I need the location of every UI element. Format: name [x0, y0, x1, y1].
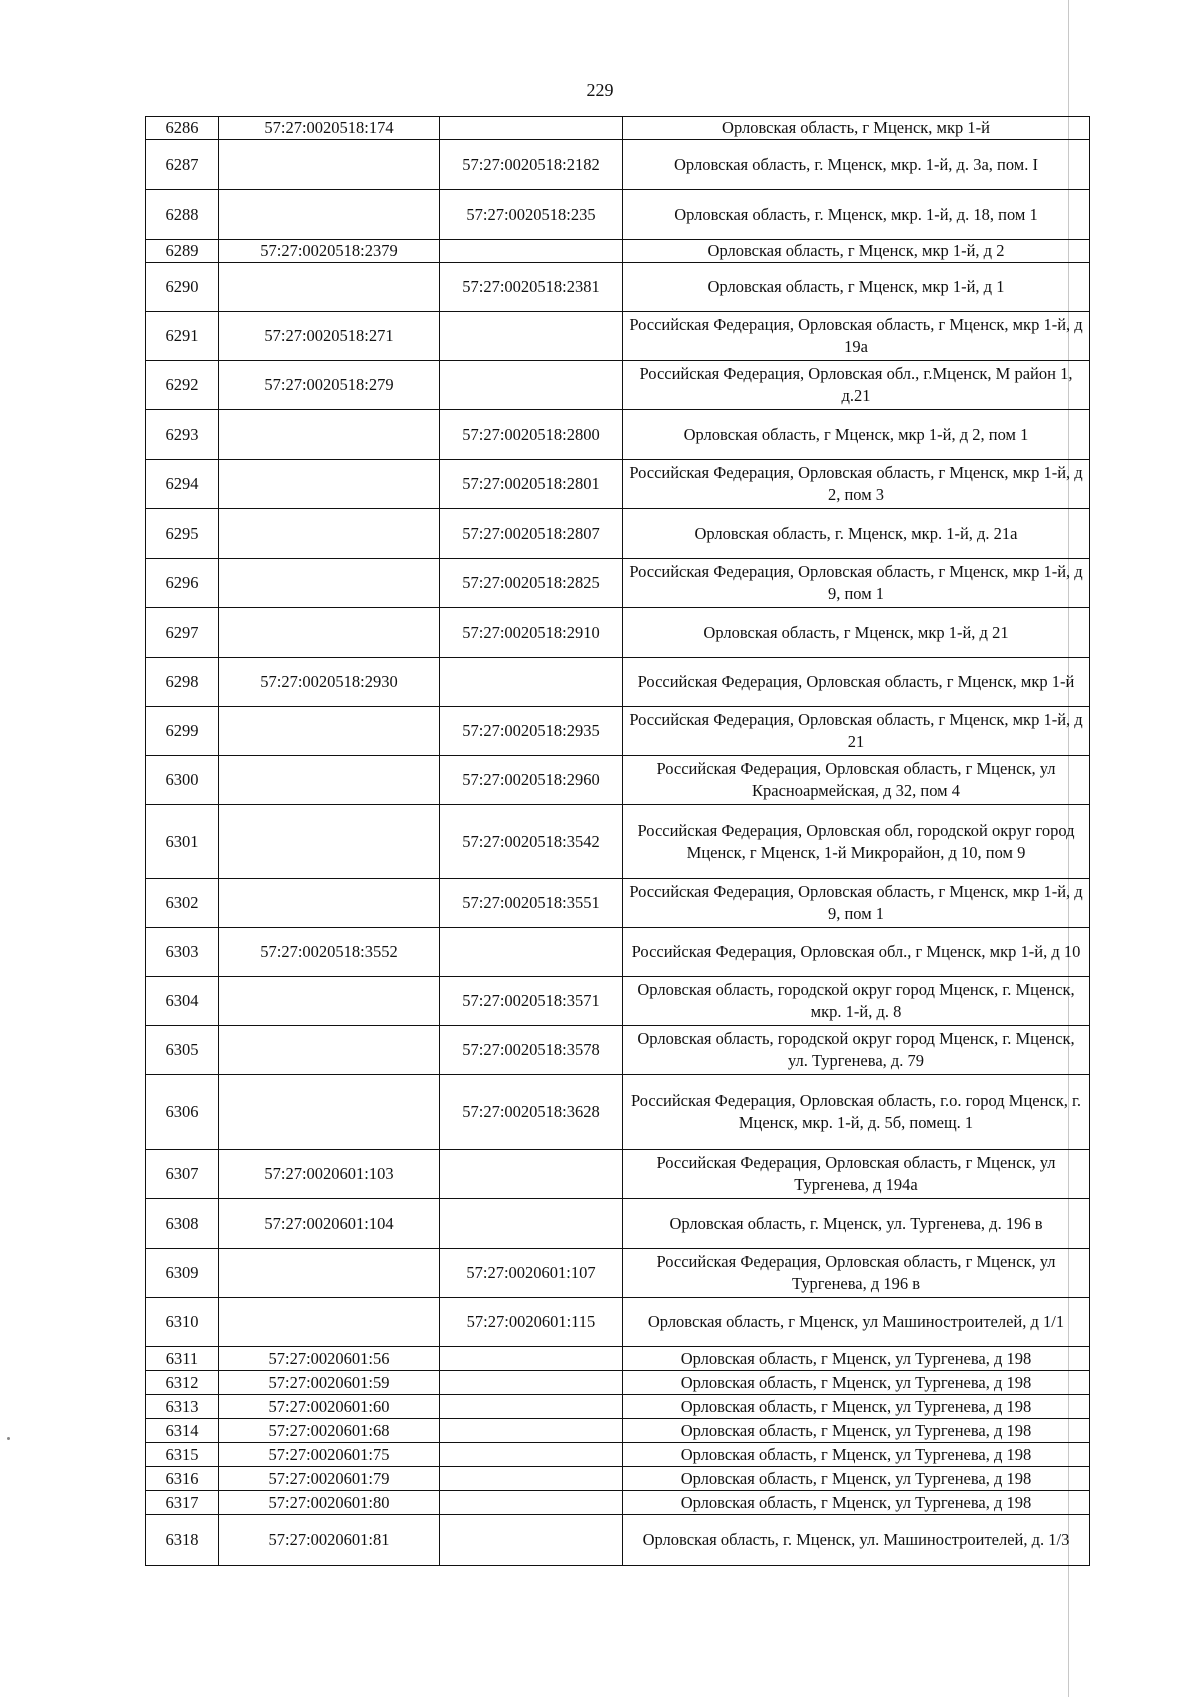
related-cadastral-number-cell — [440, 1443, 623, 1467]
cadastral-number-cell: 57:27:0020518:174 — [219, 117, 440, 140]
related-cadastral-number-cell: 57:27:0020518:3578 — [440, 1026, 623, 1075]
related-cadastral-number-cell — [440, 1371, 623, 1395]
address-cell: Российская Федерация, Орловская область, г Мценск, мкр 1-й, д 19а — [623, 312, 1090, 361]
related-cadastral-number-cell: 57:27:0020518:235 — [440, 190, 623, 240]
row-number-cell: 6308 — [146, 1199, 219, 1249]
address-cell: Российская Федерация, Орловская область, г Мценск, мкр 1-й, д 9, пом 1 — [623, 559, 1090, 608]
table-row — [146, 140, 1090, 190]
address-cell: Орловская область, г. Мценск, мкр. 1-й, д. 3а, пом. I — [623, 140, 1090, 190]
row-number-cell: 6303 — [146, 928, 219, 977]
related-cadastral-number-cell — [440, 1467, 623, 1491]
address-cell: Орловская область, г Мценск, мкр 1-й, д 2, пом 1 — [623, 410, 1090, 460]
row-number-cell: 6298 — [146, 658, 219, 707]
cadastral-number-cell — [219, 559, 440, 608]
address-cell: Российская Федерация, Орловская обл., г.Мценск, М район 1, д.21 — [623, 361, 1090, 410]
table-row — [146, 1026, 1090, 1075]
table-row — [146, 559, 1090, 608]
row-number-cell: 6295 — [146, 509, 219, 559]
table-row — [146, 928, 1090, 977]
row-number-cell: 6292 — [146, 361, 219, 410]
row-number-cell: 6305 — [146, 1026, 219, 1075]
address-cell: Орловская область, г Мценск, ул Тургенева, д 198 — [623, 1467, 1090, 1491]
cadastral-number-cell — [219, 410, 440, 460]
cadastral-number-cell: 57:27:0020518:279 — [219, 361, 440, 410]
related-cadastral-number-cell: 57:27:0020518:2935 — [440, 707, 623, 756]
related-cadastral-number-cell: 57:27:0020601:107 — [440, 1249, 623, 1298]
cadastral-number-cell — [219, 879, 440, 928]
related-cadastral-number-cell: 57:27:0020518:3571 — [440, 977, 623, 1026]
address-cell: Орловская область, г. Мценск, ул. Тургенева, д. 196 в — [623, 1199, 1090, 1249]
address-cell: Орловская область, г Мценск, мкр 1-й, д 2 — [623, 240, 1090, 263]
table-row — [146, 1443, 1090, 1467]
row-number-cell: 6289 — [146, 240, 219, 263]
address-cell: Орловская область, г Мценск, ул Тургенева, д 198 — [623, 1371, 1090, 1395]
address-cell: Российская Федерация, Орловская область, г Мценск, мкр 1-й, д 21 — [623, 707, 1090, 756]
related-cadastral-number-cell: 57:27:0020518:2807 — [440, 509, 623, 559]
related-cadastral-number-cell: 57:27:0020518:2182 — [440, 140, 623, 190]
table-row — [146, 361, 1090, 410]
address-cell: Орловская область, г. Мценск, ул. Машиностроителей, д. 1/3 — [623, 1515, 1090, 1566]
row-number-cell: 6309 — [146, 1249, 219, 1298]
related-cadastral-number-cell — [440, 928, 623, 977]
cadastral-number-cell: 57:27:0020601:104 — [219, 1199, 440, 1249]
related-cadastral-number-cell: 57:27:0020518:2800 — [440, 410, 623, 460]
cadastral-number-cell — [219, 190, 440, 240]
cadastral-number-cell: 57:27:0020518:271 — [219, 312, 440, 361]
cadastral-number-cell — [219, 509, 440, 559]
related-cadastral-number-cell: 57:27:0020518:3628 — [440, 1075, 623, 1150]
table-row — [146, 805, 1090, 879]
address-cell: Российская Федерация, Орловская обл., г Мценск, мкр 1-й, д 10 — [623, 928, 1090, 977]
row-number-cell: 6297 — [146, 608, 219, 658]
table-row — [146, 1467, 1090, 1491]
address-cell: Орловская область, городской округ город Мценск, г. Мценск, ул. Тургенева, д. 79 — [623, 1026, 1090, 1075]
row-number-cell: 6293 — [146, 410, 219, 460]
table-row — [146, 1371, 1090, 1395]
table-row — [146, 707, 1090, 756]
row-number-cell: 6290 — [146, 263, 219, 312]
address-cell: Орловская область, г Мценск, мкр 1-й, д 21 — [623, 608, 1090, 658]
row-number-cell: 6302 — [146, 879, 219, 928]
related-cadastral-number-cell — [440, 1347, 623, 1371]
cadastral-number-cell — [219, 1249, 440, 1298]
table-row — [146, 977, 1090, 1026]
address-cell: Российская Федерация, Орловская область, г Мценск, мкр 1-й — [623, 658, 1090, 707]
table-row — [146, 1150, 1090, 1199]
table-row — [146, 460, 1090, 509]
row-number-cell: 6304 — [146, 977, 219, 1026]
related-cadastral-number-cell — [440, 240, 623, 263]
related-cadastral-number-cell — [440, 361, 623, 410]
row-number-cell: 6314 — [146, 1419, 219, 1443]
table-row — [146, 240, 1090, 263]
address-cell: Орловская область, г. Мценск, мкр. 1-й, д. 21а — [623, 509, 1090, 559]
address-cell: Российская Федерация, Орловская обл, городской округ город Мценск, г Мценск, 1-й Микрорайон, д 10, пом 9 — [623, 805, 1090, 879]
cadastral-number-cell — [219, 756, 440, 805]
related-cadastral-number-cell — [440, 1515, 623, 1566]
cadastral-number-cell — [219, 140, 440, 190]
address-cell: Орловская область, г Мценск, ул Тургенева, д 198 — [623, 1419, 1090, 1443]
row-number-cell: 6311 — [146, 1347, 219, 1371]
registry-table — [145, 116, 1090, 1566]
related-cadastral-number-cell: 57:27:0020518:3542 — [440, 805, 623, 879]
related-cadastral-number-cell — [440, 117, 623, 140]
row-number-cell: 6287 — [146, 140, 219, 190]
row-number-cell: 6315 — [146, 1443, 219, 1467]
cadastral-number-cell — [219, 1075, 440, 1150]
cadastral-number-cell — [219, 1298, 440, 1347]
related-cadastral-number-cell: 57:27:0020518:2801 — [440, 460, 623, 509]
row-number-cell: 6300 — [146, 756, 219, 805]
registry-table-body — [146, 117, 1090, 1566]
row-number-cell: 6318 — [146, 1515, 219, 1566]
cadastral-number-cell: 57:27:0020601:81 — [219, 1515, 440, 1566]
table-row — [146, 410, 1090, 460]
related-cadastral-number-cell — [440, 1395, 623, 1419]
row-number-cell: 6286 — [146, 117, 219, 140]
cadastral-number-cell — [219, 977, 440, 1026]
address-cell: Российская Федерация, Орловская область, г Мценск, мкр 1-й, д 2, пом 3 — [623, 460, 1090, 509]
address-cell: Российская Федерация, Орловская область, г Мценск, ул Тургенева, д 194а — [623, 1150, 1090, 1199]
table-row — [146, 1298, 1090, 1347]
table-row — [146, 1249, 1090, 1298]
cadastral-number-cell: 57:27:0020518:2379 — [219, 240, 440, 263]
table-row — [146, 1075, 1090, 1150]
cadastral-number-cell: 57:27:0020601:103 — [219, 1150, 440, 1199]
cadastral-number-cell: 57:27:0020601:60 — [219, 1395, 440, 1419]
row-number-cell: 6306 — [146, 1075, 219, 1150]
address-cell: Российская Федерация, Орловская область, г Мценск, ул Красноармейская, д 32, пом 4 — [623, 756, 1090, 805]
table-row — [146, 1491, 1090, 1515]
address-cell: Орловская область, г. Мценск, мкр. 1-й, д. 18, пом 1 — [623, 190, 1090, 240]
table-row — [146, 1515, 1090, 1566]
cadastral-number-cell: 57:27:0020601:80 — [219, 1491, 440, 1515]
row-number-cell: 6313 — [146, 1395, 219, 1419]
related-cadastral-number-cell: 57:27:0020518:2825 — [440, 559, 623, 608]
address-cell: Орловская область, г Мценск, ул Тургенева, д 198 — [623, 1491, 1090, 1515]
row-number-cell: 6294 — [146, 460, 219, 509]
table-row — [146, 1199, 1090, 1249]
row-number-cell: 6301 — [146, 805, 219, 879]
scan-artifact-dot — [7, 1437, 10, 1440]
related-cadastral-number-cell: 57:27:0020518:3551 — [440, 879, 623, 928]
address-cell: Орловская область, городской округ город Мценск, г. Мценск, мкр. 1-й, д. 8 — [623, 977, 1090, 1026]
cadastral-number-cell: 57:27:0020601:75 — [219, 1443, 440, 1467]
related-cadastral-number-cell — [440, 1199, 623, 1249]
related-cadastral-number-cell: 57:27:0020518:2960 — [440, 756, 623, 805]
page-number: 229 — [586, 80, 614, 100]
table-row — [146, 1395, 1090, 1419]
cadastral-number-cell: 57:27:0020601:56 — [219, 1347, 440, 1371]
address-cell: Орловская область, г Мценск, ул Тургенева, д 198 — [623, 1443, 1090, 1467]
cadastral-number-cell — [219, 707, 440, 756]
related-cadastral-number-cell — [440, 312, 623, 361]
related-cadastral-number-cell: 57:27:0020518:2381 — [440, 263, 623, 312]
cadastral-number-cell — [219, 608, 440, 658]
cadastral-number-cell — [219, 805, 440, 879]
table-row — [146, 608, 1090, 658]
address-cell: Орловская область, г Мценск, ул Тургенева, д 198 — [623, 1395, 1090, 1419]
row-number-cell: 6316 — [146, 1467, 219, 1491]
address-cell: Российская Федерация, Орловская область, г Мценск, ул Тургенева, д 196 в — [623, 1249, 1090, 1298]
cadastral-number-cell — [219, 460, 440, 509]
table-row — [146, 879, 1090, 928]
table-row — [146, 263, 1090, 312]
related-cadastral-number-cell — [440, 1150, 623, 1199]
address-cell: Орловская область, г Мценск, ул Тургенева, д 198 — [623, 1347, 1090, 1371]
cadastral-number-cell: 57:27:0020601:79 — [219, 1467, 440, 1491]
row-number-cell: 6288 — [146, 190, 219, 240]
table-row — [146, 658, 1090, 707]
address-cell: Орловская область, г Мценск, мкр 1-й, д 1 — [623, 263, 1090, 312]
row-number-cell: 6307 — [146, 1150, 219, 1199]
cadastral-number-cell — [219, 1026, 440, 1075]
row-number-cell: 6312 — [146, 1371, 219, 1395]
table-row — [146, 1419, 1090, 1443]
table-row — [146, 312, 1090, 361]
table-row — [146, 190, 1090, 240]
cadastral-number-cell: 57:27:0020518:2930 — [219, 658, 440, 707]
table-row — [146, 1347, 1090, 1371]
related-cadastral-number-cell — [440, 1419, 623, 1443]
related-cadastral-number-cell — [440, 1491, 623, 1515]
related-cadastral-number-cell: 57:27:0020518:2910 — [440, 608, 623, 658]
address-cell: Орловская область, г Мценск, ул Машиностроителей, д 1/1 — [623, 1298, 1090, 1347]
row-number-cell: 6310 — [146, 1298, 219, 1347]
table-row — [146, 509, 1090, 559]
table-row — [146, 756, 1090, 805]
cadastral-number-cell: 57:27:0020601:68 — [219, 1419, 440, 1443]
row-number-cell: 6317 — [146, 1491, 219, 1515]
row-number-cell: 6299 — [146, 707, 219, 756]
related-cadastral-number-cell: 57:27:0020601:115 — [440, 1298, 623, 1347]
cadastral-number-cell: 57:27:0020518:3552 — [219, 928, 440, 977]
address-cell: Российская Федерация, Орловская область, г.о. город Мценск, г. Мценск, мкр. 1-й, д. 5б, помещ. 1 — [623, 1075, 1090, 1150]
cadastral-number-cell: 57:27:0020601:59 — [219, 1371, 440, 1395]
cadastral-number-cell — [219, 263, 440, 312]
row-number-cell: 6296 — [146, 559, 219, 608]
row-number-cell: 6291 — [146, 312, 219, 361]
table-row — [146, 117, 1090, 140]
address-cell: Орловская область, г Мценск, мкр 1-й — [623, 117, 1090, 140]
related-cadastral-number-cell — [440, 658, 623, 707]
address-cell: Российская Федерация, Орловская область, г Мценск, мкр 1-й, д 9, пом 1 — [623, 879, 1090, 928]
